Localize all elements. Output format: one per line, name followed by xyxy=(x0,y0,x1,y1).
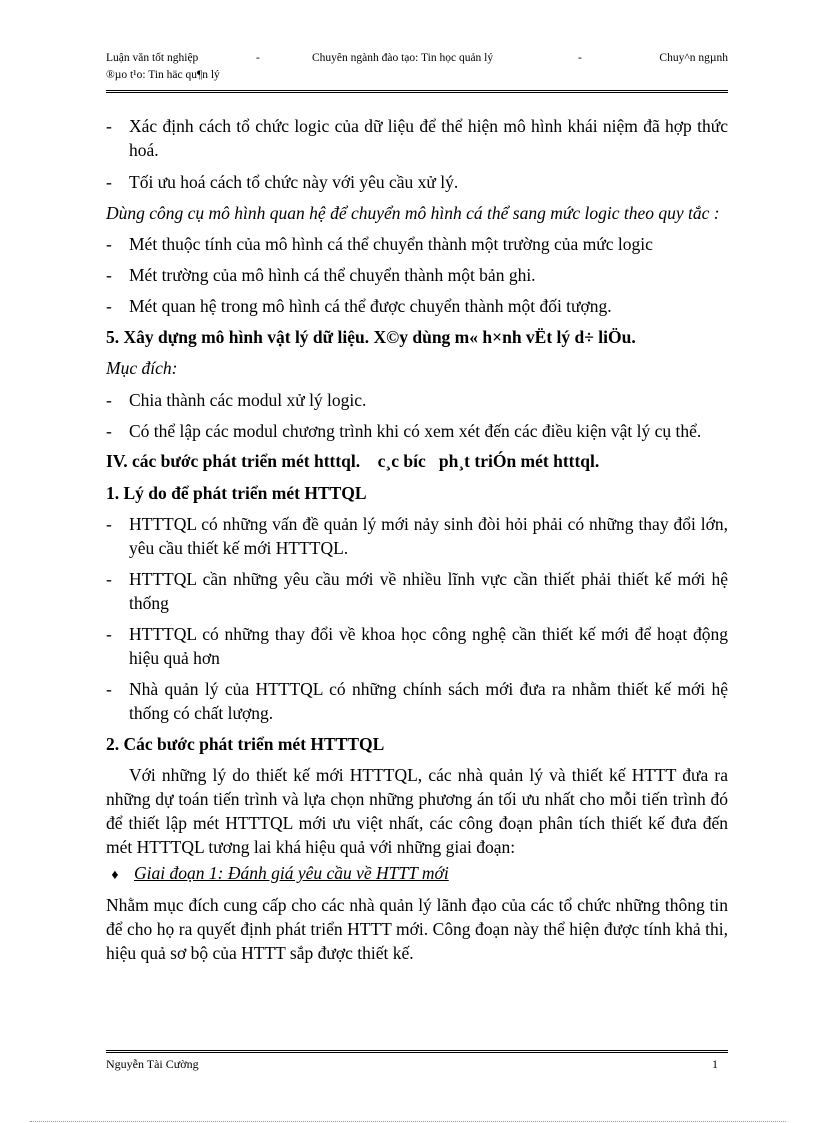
header-separator: - xyxy=(578,52,582,64)
dash-marker: - xyxy=(106,514,112,534)
bullet-text: Có thể lập các modul chương trình khi có xem xét đến các điều kiện vật lý cụ thể. xyxy=(129,421,702,441)
header-right: Chuy^n ngµnh xyxy=(659,52,728,64)
italic-paragraph: Dùng công cụ mô hình quan hệ để chuyển mô hình cá thể sang mức logic theo quy tắc : xyxy=(106,203,720,223)
diamond-bullet-icon: ♦ xyxy=(111,868,119,883)
dash-marker: - xyxy=(106,569,112,589)
page-bottom-dotted-line xyxy=(30,1121,786,1122)
section-heading: 5. Xây dựng mô hình vật lý dữ liệu. X©y dùng m« h×nh vËt lý d÷ liÖu. xyxy=(106,327,636,347)
bullet-item xyxy=(106,294,728,318)
header-center: Chuyên ngành đào tạo: Tin học quản lý xyxy=(312,52,494,64)
bullet-text: HTTTQL có những vấn đề quản lý mới nảy sinh đòi hỏi phải có những thay đổi lớn, yêu cầu thiết kế mới HTTTQL. xyxy=(129,514,728,558)
page-body xyxy=(106,114,728,965)
page-header xyxy=(106,52,728,81)
page-number: 1 xyxy=(712,1057,718,1071)
bullet-text: Mét thuộc tính của mô hình cá thể chuyển thành một trường của mức logic xyxy=(129,234,653,254)
bullet-item xyxy=(106,512,728,560)
italic-label: Mục đích: xyxy=(106,358,178,378)
bullet-item xyxy=(106,170,728,194)
sub-heading-text: Giai đoạn 1: Đánh giá yêu cầu về HTTT mới xyxy=(134,863,449,883)
bullet-text: Xác định cách tổ chức logic của dữ liệu để thể hiện mô hình khái niệm đã hợp thức hoá. xyxy=(129,116,728,160)
dash-marker: - xyxy=(106,234,112,254)
bullet-item xyxy=(106,232,728,256)
bullet-text: Mét quan hệ trong mô hình cá thể được chuyển thành một đối tượng. xyxy=(129,296,612,316)
bullet-item xyxy=(106,388,728,412)
section-heading: 1. Lý do để phát triển mét HTTQL xyxy=(106,483,367,503)
dash-marker: - xyxy=(106,390,112,410)
dash-marker: - xyxy=(106,172,112,192)
bullet-text: HTTTQL cần những yêu cầu mới về nhiều lĩnh vực cần thiết phải thiết kế mới hệ thống xyxy=(129,569,728,613)
bullet-text: Tối ưu hoá cách tổ chức này với yêu cầu xử lý. xyxy=(129,172,459,192)
bullet-item xyxy=(106,419,728,443)
dash-marker: - xyxy=(106,421,112,441)
section-heading: IV. các bước phát triển mét htttql. c¸c bíc ph¸t triÓn mét htttql. xyxy=(106,451,600,471)
page-footer xyxy=(106,1057,728,1072)
section-heading: 2. Các bước phát triển mét HTTTQL xyxy=(106,734,385,754)
dash-marker: - xyxy=(106,624,112,644)
bullet-item xyxy=(106,114,728,162)
bullet-text: Chia thành các modul xử lý logic. xyxy=(129,390,367,410)
header-rule xyxy=(106,90,728,95)
dash-marker: - xyxy=(106,265,112,285)
bullet-text: Nhà quản lý của HTTTQL có những chính sách mới đưa ra nhằm thiết kế mới hệ thống có chất lượng. xyxy=(129,679,728,723)
bullet-item xyxy=(106,263,728,287)
bullet-item xyxy=(106,567,728,615)
header-line-2: ®µo t¹o: Tin häc qu¶n lý xyxy=(106,69,220,81)
dash-marker: - xyxy=(106,116,112,136)
dash-marker: - xyxy=(106,679,112,699)
header-left: Luận văn tốt nghiệp xyxy=(106,52,199,64)
footer-author: Nguyễn Tài Cường xyxy=(106,1057,199,1071)
header-separator: - xyxy=(256,52,260,64)
bullet-text: HTTTQL có những thay đổi về khoa học công nghệ cần thiết kế mới để hoạt động hiệu quả hơn xyxy=(129,624,728,668)
body-paragraph: Với những lý do thiết kế mới HTTTQL, các nhà quản lý và thiết kế HTTT đưa ra những dự toán tiến trình và lựa chọn những phương án tối ưu nhất cho mỗi tiến trình đó để thiết lập mét HTTTQL mới ưu việt nhất, các công đoạn phân tích thiết kế đưa đến mét HTTTQL tương lai khá hiệu quả với những giai đoạn: xyxy=(106,765,728,857)
bullet-item xyxy=(106,622,728,670)
body-paragraph: Nhằm mục đích cung cấp cho các nhà quản lý lãnh đạo của các tổ chức những thông tin để cho họ ra quyết định phát triển HTTT mới. Công đoạn này thể hiện được tính khả thi, hiệu quả sơ bộ của HTTT sắp được thiết kế. xyxy=(106,895,728,963)
bullet-item xyxy=(106,677,728,725)
sub-heading xyxy=(106,861,728,888)
bullet-text: Mét trường của mô hình cá thể chuyển thành một bản ghi. xyxy=(129,265,536,285)
dash-marker: - xyxy=(106,296,112,316)
footer-rule xyxy=(106,1050,728,1055)
